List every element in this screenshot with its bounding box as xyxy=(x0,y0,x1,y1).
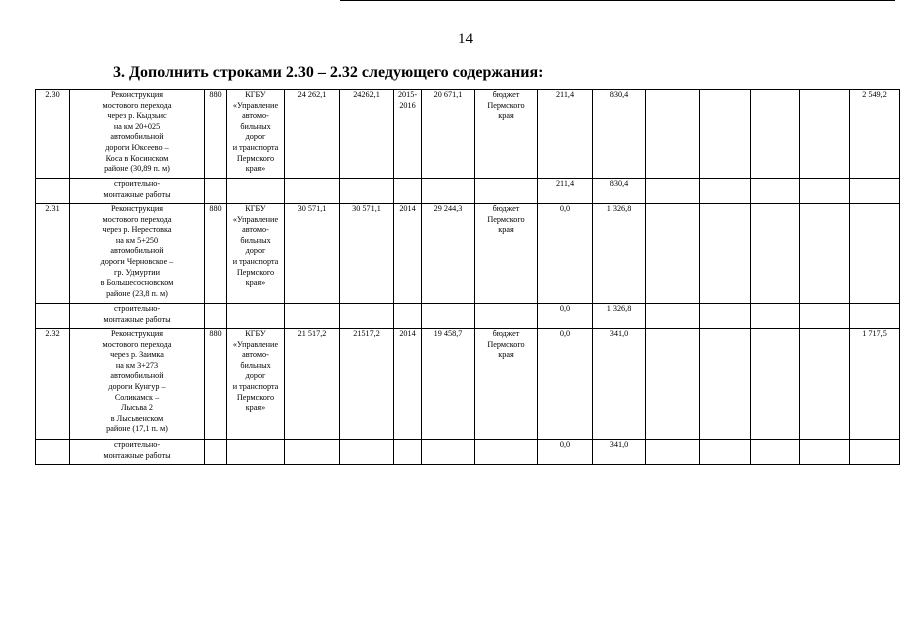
estimated-cost: 21 517,2 xyxy=(285,329,340,440)
object-name: Реконструкция мостового перехода через р. Кыдзьис на км 20+025 автомобильной дороги Юксеево – Коса в Косинском районе (30,89 п. м) xyxy=(70,90,205,179)
subrow-volume-col-1: 0,0 xyxy=(538,304,593,329)
empty-cell xyxy=(394,440,422,465)
subrow-label: строительно- монтажные работы xyxy=(70,304,205,329)
customer-org: КГБУ «Управление автомо- бильных дорог и транспорта Пермского края» xyxy=(227,204,285,304)
empty-cell xyxy=(205,304,227,329)
subrow-label: строительно- монтажные работы xyxy=(70,440,205,465)
empty-cell xyxy=(36,179,70,204)
empty-cell xyxy=(285,440,340,465)
table-subrow xyxy=(36,179,900,204)
empty-cell xyxy=(422,440,475,465)
empty-cell xyxy=(394,304,422,329)
empty-cell xyxy=(700,304,751,329)
empty-cell xyxy=(422,304,475,329)
construction-years: 2015- 2016 xyxy=(394,90,422,179)
subrow-label: строительно- монтажные работы xyxy=(70,179,205,204)
empty-cell xyxy=(205,179,227,204)
projects-table xyxy=(35,89,900,465)
empty-cell xyxy=(700,90,751,179)
volume-col-last xyxy=(850,204,900,304)
budget-code: 880 xyxy=(205,329,227,440)
volume-col-1: 0,0 xyxy=(538,329,593,440)
remaining-cost: 29 244,3 xyxy=(422,204,475,304)
empty-cell xyxy=(475,304,538,329)
page-top-rule xyxy=(340,0,895,1)
volume-col-2: 830,4 xyxy=(593,90,646,179)
empty-cell xyxy=(850,179,900,204)
object-name: Реконструкция мостового перехода через р. Заимка на км 3+273 автомобильной дороги Кунгур – Соликамск – Лысьва 2 в Лысьвенском районе (17,1 п. м) xyxy=(70,329,205,440)
empty-cell xyxy=(475,440,538,465)
empty-cell xyxy=(394,179,422,204)
empty-cell xyxy=(475,179,538,204)
page-number: 14 xyxy=(458,31,473,47)
row-number: 2.31 xyxy=(36,204,70,304)
empty-cell xyxy=(340,304,394,329)
empty-cell xyxy=(227,179,285,204)
funding-source: бюджет Пермского края xyxy=(475,329,538,440)
subrow-volume-col-2: 341,0 xyxy=(593,440,646,465)
volume-col-last: 2 549,2 xyxy=(850,90,900,179)
empty-cell xyxy=(800,329,850,440)
empty-cell xyxy=(205,440,227,465)
customer-org: КГБУ «Управление автомо- бильных дорог и транспорта Пермского края» xyxy=(227,329,285,440)
volume-col-1: 211,4 xyxy=(538,90,593,179)
empty-cell xyxy=(285,179,340,204)
empty-cell xyxy=(751,204,800,304)
table-row xyxy=(36,90,900,179)
empty-cell xyxy=(646,204,700,304)
customer-org: КГБУ «Управление автомо- бильных дорог и транспорта Пермского края» xyxy=(227,90,285,179)
empty-cell xyxy=(285,304,340,329)
subrow-volume-col-2: 830,4 xyxy=(593,179,646,204)
empty-cell xyxy=(646,329,700,440)
empty-cell xyxy=(800,440,850,465)
row-number: 2.30 xyxy=(36,90,70,179)
construction-years: 2014 xyxy=(394,329,422,440)
empty-cell xyxy=(646,304,700,329)
empty-cell xyxy=(700,179,751,204)
table-row xyxy=(36,329,900,440)
subrow-volume-col-2: 1 326,8 xyxy=(593,304,646,329)
estimated-cost: 30 571,1 xyxy=(285,204,340,304)
empty-cell xyxy=(800,179,850,204)
empty-cell xyxy=(36,304,70,329)
empty-cell xyxy=(751,179,800,204)
empty-cell xyxy=(751,329,800,440)
volume-col-1: 0,0 xyxy=(538,204,593,304)
empty-cell xyxy=(800,90,850,179)
funding-source: бюджет Пермского края xyxy=(475,204,538,304)
total-cost: 24262,1 xyxy=(340,90,394,179)
volume-col-last: 1 717,5 xyxy=(850,329,900,440)
budget-code: 880 xyxy=(205,90,227,179)
table-subrow xyxy=(36,440,900,465)
table-row xyxy=(36,204,900,304)
construction-years: 2014 xyxy=(394,204,422,304)
volume-col-2: 1 326,8 xyxy=(593,204,646,304)
empty-cell xyxy=(646,90,700,179)
subrow-volume-col-1: 211,4 xyxy=(538,179,593,204)
empty-cell xyxy=(422,179,475,204)
empty-cell xyxy=(646,179,700,204)
empty-cell xyxy=(646,440,700,465)
empty-cell xyxy=(227,304,285,329)
remaining-cost: 20 671,1 xyxy=(422,90,475,179)
total-cost: 21517,2 xyxy=(340,329,394,440)
empty-cell xyxy=(800,304,850,329)
remaining-cost: 19 458,7 xyxy=(422,329,475,440)
section-heading: 3. Дополнить строками 2.30 – 2.32 следующего содержания: xyxy=(113,64,544,81)
empty-cell xyxy=(340,440,394,465)
volume-col-2: 341,0 xyxy=(593,329,646,440)
row-number: 2.32 xyxy=(36,329,70,440)
funding-source: бюджет Пермского края xyxy=(475,90,538,179)
table-subrow xyxy=(36,304,900,329)
empty-cell xyxy=(850,440,900,465)
empty-cell xyxy=(227,440,285,465)
empty-cell xyxy=(751,304,800,329)
empty-cell xyxy=(340,179,394,204)
object-name: Реконструкция мостового перехода через р. Нерестовка на км 5+250 автомобильной дороги Черновское – гр. Удмуртии в Большесосновском районе (23,8 п. м) xyxy=(70,204,205,304)
empty-cell xyxy=(36,440,70,465)
empty-cell xyxy=(850,304,900,329)
empty-cell xyxy=(700,329,751,440)
estimated-cost: 24 262,1 xyxy=(285,90,340,179)
empty-cell xyxy=(751,440,800,465)
budget-code: 880 xyxy=(205,204,227,304)
subrow-volume-col-1: 0,0 xyxy=(538,440,593,465)
empty-cell xyxy=(700,440,751,465)
empty-cell xyxy=(800,204,850,304)
empty-cell xyxy=(751,90,800,179)
total-cost: 30 571,1 xyxy=(340,204,394,304)
empty-cell xyxy=(700,204,751,304)
